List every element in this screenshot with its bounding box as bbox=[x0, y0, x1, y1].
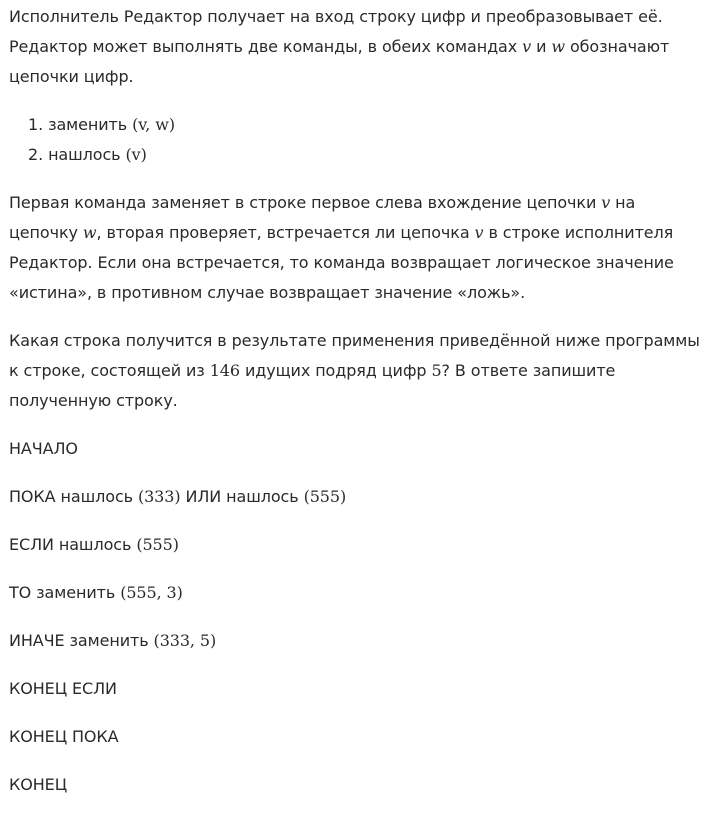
then-arg: (555, 3) bbox=[120, 583, 183, 602]
then-keyword: ТО заменить bbox=[9, 583, 121, 602]
while-keyword: ПОКА нашлось bbox=[9, 487, 138, 506]
question-text: идущих подряд цифр bbox=[239, 361, 432, 380]
list-number: 2. bbox=[28, 145, 44, 164]
program-end-while: КОНЕЦ ПОКА bbox=[9, 727, 119, 746]
else-arg: (333, 5) bbox=[153, 631, 217, 650]
program-end: КОНЕЦ bbox=[9, 775, 68, 794]
var-w: w bbox=[551, 37, 565, 56]
list-item bbox=[9, 140, 704, 170]
var-v: v bbox=[601, 193, 611, 212]
question-paragraph bbox=[9, 326, 704, 416]
program-else bbox=[9, 626, 704, 656]
if-arg: (555) bbox=[136, 535, 179, 554]
command-name: нашлось bbox=[43, 145, 126, 164]
explain-text: на цепочку bbox=[9, 193, 636, 242]
while-arg: (333) bbox=[137, 487, 181, 506]
intro-text: Исполнитель Редактор получает на вход строку цифр и преобразовывает её. Редактор может выполнять две команды, в обеих командах bbox=[9, 7, 663, 56]
while-or: ИЛИ нашлось bbox=[180, 487, 304, 506]
else-keyword: ИНАЧЕ заменить bbox=[9, 631, 154, 650]
command-list bbox=[9, 110, 704, 170]
explain-text: Первая команда заменяет в строке первое слева вхождение цепочки bbox=[9, 193, 602, 212]
program-if bbox=[9, 530, 704, 560]
var-v: v bbox=[522, 37, 532, 56]
program-then bbox=[9, 578, 704, 608]
intro-paragraph bbox=[9, 0, 704, 92]
program-begin: НАЧАЛО bbox=[9, 439, 78, 458]
digit-value: 5 bbox=[431, 361, 442, 380]
question-text: Какая строка получится в результате применения приведённой ниже программы к строке, состоящей из bbox=[9, 331, 700, 380]
command-name: заменить bbox=[43, 115, 133, 134]
intro-and: и bbox=[531, 37, 552, 56]
list-number: 1. bbox=[28, 115, 44, 134]
intro-text-end: обозначают цепочки цифр. bbox=[9, 37, 670, 86]
explain-text: , вторая проверяет, встречается ли цепочка bbox=[96, 223, 475, 242]
question-text: ? В ответе запишите полученную строку. bbox=[9, 361, 616, 410]
program-end-if: КОНЕЦ ЕСЛИ bbox=[9, 679, 117, 698]
digit-count: 146 bbox=[209, 361, 240, 380]
while-arg: (555) bbox=[303, 487, 347, 506]
command-args: (v) bbox=[125, 145, 147, 164]
explain-paragraph bbox=[9, 188, 704, 308]
program-while bbox=[9, 482, 704, 512]
explain-text: в строке исполнителя Редактор. Если она встречается, то команда возвращает логическое значение «истина», в противном случае возвращает значение «ложь». bbox=[9, 223, 674, 302]
var-v: v bbox=[474, 223, 484, 242]
command-args: (v, w) bbox=[132, 115, 175, 134]
list-item bbox=[9, 110, 704, 140]
var-w: w bbox=[82, 223, 97, 242]
if-keyword: ЕСЛИ нашлось bbox=[9, 535, 137, 554]
